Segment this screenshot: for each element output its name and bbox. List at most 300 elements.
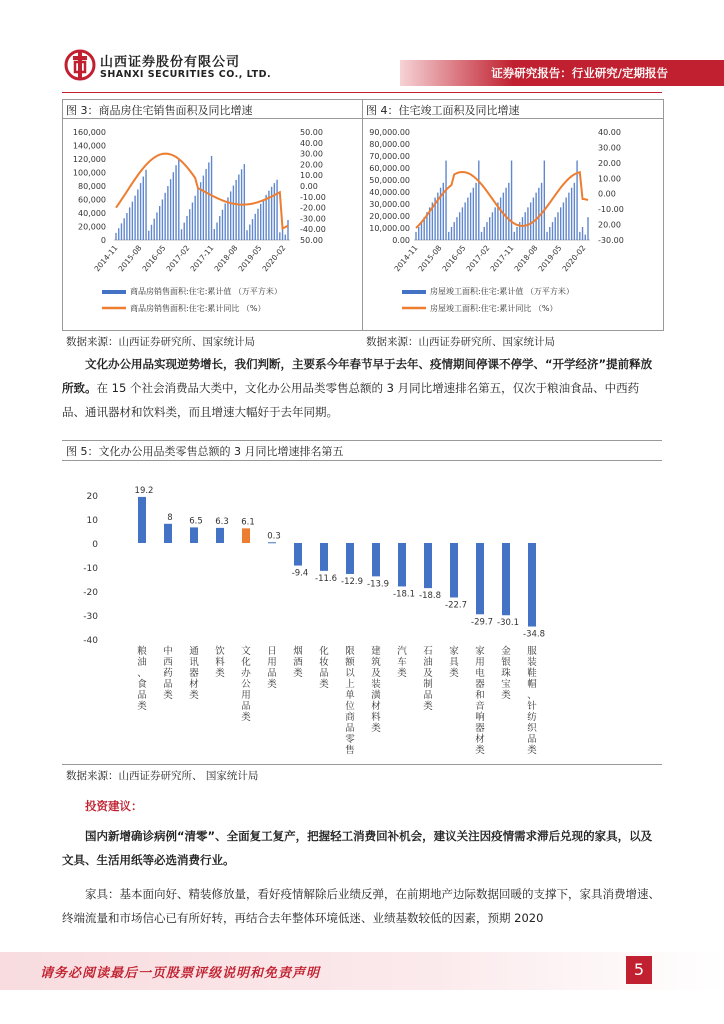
bar: [481, 232, 482, 240]
category-label-char: 器: [475, 679, 485, 690]
paragraph-1-lead: 文化办公用品实现逆势增长，我们判断，主要系今年春节早于去年、疫情期间停课不停学、“开学经济”提前释放所致。: [62, 357, 653, 395]
category-label-char: 零: [345, 734, 355, 745]
category-label-char: 类: [267, 679, 277, 690]
bar: [285, 235, 286, 240]
category-label-char: 品: [527, 734, 537, 745]
bar: [211, 156, 212, 240]
category-label-char: 家: [449, 646, 459, 657]
bar: [516, 227, 517, 240]
legend-bar-label: 商品房销售面积:住宅:累计值 （万平方米）: [130, 287, 282, 296]
figure-title-bar: [62, 118, 663, 119]
y-right-tick: -30.00: [300, 214, 326, 224]
bar: [505, 188, 506, 240]
category-label-char: 音: [475, 701, 485, 712]
bar: [249, 225, 250, 240]
bar: [450, 543, 458, 597]
fig5-title-underline: [62, 460, 662, 461]
bar: [173, 172, 174, 240]
bar: [552, 222, 553, 240]
y-left-tick: 40,000.00: [369, 188, 410, 197]
category-label-char: 品: [345, 723, 355, 734]
bar: [214, 229, 215, 240]
page-number: 5: [626, 956, 652, 984]
category-label-char: 中: [163, 646, 173, 657]
category-label-char: 售: [345, 745, 355, 756]
data-label: -18.8: [419, 591, 441, 602]
company-name-cn: 山西证券股份有限公司: [100, 55, 241, 70]
y-left-tick: 60,000.00: [369, 164, 410, 173]
category-label-char: 品: [137, 690, 147, 701]
y-right-tick: -10.00: [598, 205, 624, 215]
category-label-char: 响: [475, 712, 485, 723]
y-left-tick: 120,000: [72, 155, 106, 164]
bar: [486, 222, 487, 240]
bar: [582, 227, 583, 240]
bar: [320, 543, 328, 571]
category-label-char: 宝: [501, 679, 511, 690]
bar: [233, 186, 234, 240]
y-right-tick: -20.00: [300, 203, 326, 213]
category-label-char: 材: [189, 679, 199, 690]
y-right-tick: -40.00: [300, 225, 326, 235]
data-label: -11.6: [315, 573, 337, 584]
category-label-char: 用: [267, 657, 277, 668]
bar: [235, 180, 236, 240]
bar: [511, 161, 512, 240]
x-tick: 2017-11: [188, 243, 216, 274]
category-label-char: 位: [345, 701, 355, 712]
data-label: 6.1: [241, 517, 255, 528]
fig3-chart: [62, 120, 362, 328]
category-label-char: 油: [137, 657, 147, 668]
fig3-title: 图 3：商品房住宅销售面积及同比增速: [66, 104, 253, 117]
y-left-tick: 80,000.00: [369, 140, 410, 149]
data-label: -13.9: [367, 579, 389, 590]
category-label-char: 类: [371, 723, 381, 734]
data-label: -30.1: [497, 618, 519, 629]
category-label-char: 食: [137, 679, 147, 690]
bar: [555, 217, 556, 240]
bar: [138, 497, 146, 543]
bar: [565, 198, 566, 240]
category-label-char: 材: [475, 734, 485, 745]
y-left-tick: 10,000.00: [369, 224, 410, 233]
fig5-title-line: [62, 440, 662, 441]
category-label-char: 服: [527, 646, 537, 657]
category-label-char: 油: [423, 657, 433, 668]
data-label: 8: [167, 512, 173, 523]
bar: [494, 207, 495, 240]
bar: [126, 213, 127, 240]
category-label-char: 电: [475, 668, 485, 679]
category-label-char: 类: [397, 668, 407, 679]
category-label-char: 汽: [397, 646, 407, 657]
company-logo-icon: [64, 47, 96, 83]
bar: [398, 543, 406, 586]
bar: [462, 207, 463, 240]
category-label-char: 额: [345, 657, 355, 668]
x-tick: 2018-08: [212, 243, 240, 274]
category-label-char: 妆: [319, 657, 329, 668]
x-tick: 2015-08: [116, 243, 144, 274]
category-label-char: 帽: [527, 679, 537, 690]
data-label: 6.3: [215, 516, 229, 527]
header-divider: [62, 92, 662, 93]
y-right-tick: 0.00: [300, 182, 318, 191]
bar: [346, 543, 354, 574]
y-tick: 10: [86, 516, 98, 526]
bar: [132, 202, 133, 240]
y-left-tick: 140,000: [72, 141, 106, 151]
bar: [186, 216, 187, 240]
bar: [274, 183, 275, 240]
bar: [238, 174, 239, 240]
bar: [260, 204, 261, 240]
bar: [475, 183, 476, 240]
category-label-char: 筑: [371, 657, 381, 668]
bar: [145, 170, 146, 240]
category-label-char: 类: [423, 701, 433, 712]
x-tick: 2020-02: [560, 243, 588, 274]
bar: [514, 232, 515, 240]
legend-bar-swatch: [402, 290, 426, 294]
bar: [294, 543, 302, 566]
category-label-char: 器: [189, 668, 199, 679]
bar: [585, 235, 586, 240]
bar: [246, 230, 247, 240]
category-label-char: 建: [371, 646, 381, 657]
bar: [257, 209, 258, 240]
category-label-char: 上: [345, 679, 355, 690]
category-label-char: 装: [371, 679, 381, 690]
category-label-char: 类: [189, 690, 199, 701]
category-label-char: 药: [163, 668, 173, 679]
y-left-tick: 20,000.00: [369, 212, 410, 221]
y-right-tick: 0.00: [598, 189, 616, 199]
legend-line-label: 房屋竣工面积:住宅:累计同比 （%）: [430, 304, 558, 313]
bar: [205, 169, 206, 240]
category-label-char: 用: [475, 657, 485, 668]
paragraph-1: [62, 352, 662, 424]
bar: [192, 202, 193, 240]
bar: [222, 210, 223, 240]
bar: [197, 189, 198, 240]
data-label: -22.7: [445, 600, 467, 611]
bar: [448, 232, 449, 240]
bar: [467, 198, 468, 240]
invest-body: 家具：基本面向好、精装修放量，看好疫情解除后业绩反弹，在前期地产边际数据回暖的支撑下，家具消费增速、终端流量和市场信心已有所好转，再结合去年整体环境低迷、业绩基数较低的因素，预期 2020: [62, 887, 660, 925]
y-left-tick: 50,000.00: [369, 176, 410, 185]
bar: [456, 217, 457, 240]
category-label-char: 车: [397, 657, 407, 668]
bar: [421, 222, 422, 240]
data-label: -9.4: [291, 568, 309, 579]
y-left-tick: 30,000.00: [369, 200, 410, 209]
category-label-char: 粮: [137, 646, 147, 657]
data-label: -12.9: [341, 576, 363, 587]
category-label-char: 类: [527, 745, 537, 756]
y-left-tick: 70,000.00: [369, 152, 410, 161]
category-label-char: 料: [215, 657, 225, 668]
y-left-tick: 100,000: [72, 168, 106, 178]
x-tick: 2016-05: [440, 243, 468, 274]
bar: [190, 527, 198, 543]
fig4-title: 图 4：住宅竣工面积及同比增速: [366, 104, 520, 117]
bar: [445, 161, 446, 240]
x-tick: 2014-11: [392, 243, 420, 274]
bar: [287, 220, 288, 240]
x-tick: 2016-05: [140, 243, 168, 274]
category-label-char: 银: [501, 657, 511, 668]
category-label-char: 、: [137, 668, 147, 679]
category-label-char: 办: [241, 668, 251, 679]
bar: [579, 232, 580, 240]
category-label-char: 类: [137, 701, 147, 712]
yoy-line: [116, 154, 288, 229]
x-tick: 2019-05: [536, 243, 564, 274]
category-label-char: 珠: [501, 668, 511, 679]
bar: [156, 212, 157, 240]
bar: [415, 232, 416, 240]
bar: [115, 233, 116, 240]
bar: [530, 202, 531, 240]
bar: [123, 218, 124, 240]
data-label: 0.3: [267, 531, 281, 542]
bar: [544, 161, 545, 240]
y-left-tick: 0: [100, 236, 106, 245]
category-label-char: 类: [449, 668, 459, 679]
y-tick: -20: [83, 588, 98, 598]
bar: [571, 188, 572, 240]
paragraph-1-rest: 在 15 个社会消费品大类中，文化办公用品类零售总额的 3 月同比增速排名第五，仅次于粮油食品、中西药品、通讯器材和饮料类，而且增速大幅好于去年同期。: [62, 381, 640, 419]
data-label: 19.2: [134, 485, 154, 496]
bar: [134, 196, 135, 240]
category-label-char: 类: [475, 745, 485, 756]
bar: [219, 216, 220, 240]
company-name-en: SHANXI SECURITIES CO., LTD.: [100, 69, 272, 80]
footer-disclaimer: 请务必阅读最后一页股票评级说明和免责声明: [40, 966, 321, 981]
bar: [194, 196, 195, 240]
bar: [522, 217, 523, 240]
x-tick: 2017-02: [464, 243, 492, 274]
bar: [170, 179, 171, 240]
bar: [528, 543, 536, 627]
bar: [159, 206, 160, 240]
bar: [181, 229, 182, 240]
invest-bold: 国内新增确诊病例“清零”、全面复工复产，把握轻工消费回补机会，建议关注因疫情需求滞后兑现的家具，以及文具、生活用纸等必选消费行业。: [62, 829, 653, 867]
bar: [557, 212, 558, 240]
y-left-tick: 40,000: [78, 209, 106, 218]
bar: [508, 183, 509, 240]
category-label-char: 商: [345, 712, 355, 723]
bar: [546, 232, 547, 240]
x-tick: 2017-02: [164, 243, 192, 274]
bar: [178, 158, 179, 240]
bar: [587, 217, 588, 240]
bar: [263, 199, 264, 240]
category-label-char: 、: [527, 690, 537, 701]
fig5-source: 数据来源：山西证券研究所、 国家统计局: [66, 770, 259, 782]
category-label-char: 日: [267, 646, 277, 657]
bar: [154, 219, 155, 240]
bar: [167, 186, 168, 240]
x-tick: 2015-08: [416, 243, 444, 274]
bar: [230, 191, 231, 240]
category-label-char: 用: [241, 690, 251, 701]
category-label-char: 装: [527, 657, 537, 668]
bar: [148, 231, 149, 240]
y-right-tick: 20.00: [598, 158, 621, 168]
category-label-char: 讯: [189, 657, 199, 668]
bar: [464, 202, 465, 240]
data-label: -18.1: [393, 589, 415, 600]
bar: [492, 212, 493, 240]
data-label: -29.7: [471, 617, 493, 628]
bar: [549, 227, 550, 240]
y-right-tick: 10.00: [300, 171, 323, 181]
y-right-tick: 20.00: [598, 220, 621, 230]
bar: [208, 162, 209, 240]
category-label-char: 饮: [215, 646, 225, 657]
category-label-char: 石: [423, 646, 433, 657]
y-left-tick: 90,000.00: [369, 128, 410, 137]
bar: [244, 164, 245, 240]
y-tick: 20: [86, 492, 98, 502]
category-label-char: 品: [319, 668, 329, 679]
bar: [175, 165, 176, 240]
bar: [216, 528, 224, 543]
category-label-char: 类: [241, 712, 251, 723]
category-label-char: 鞋: [527, 668, 537, 679]
y-right-tick: 10.00: [598, 174, 621, 184]
bar: [118, 228, 119, 240]
bar: [538, 188, 539, 240]
bar: [184, 223, 185, 240]
y-left-tick: 60,000: [78, 195, 106, 205]
bar: [451, 227, 452, 240]
bar: [459, 212, 460, 240]
y-right-tick: -10.00: [300, 192, 326, 202]
y-right-tick: 50.00: [300, 128, 323, 137]
bar: [418, 227, 419, 240]
bar: [276, 180, 277, 240]
category-label-char: 类: [319, 679, 329, 690]
category-label-char: 具: [449, 657, 459, 668]
bar: [489, 217, 490, 240]
y-left-tick: 20,000: [78, 222, 106, 232]
y-right-tick: 40.00: [300, 138, 323, 148]
bar: [137, 189, 138, 240]
fig4-chart: [362, 120, 662, 328]
fig4-source: 数据来源：山西证券研究所、国家统计局: [366, 336, 555, 348]
bar: [252, 219, 253, 240]
invest-heading: 投资建议：: [85, 799, 143, 813]
category-label-char: 化: [241, 657, 251, 668]
bar: [454, 222, 455, 240]
bar: [503, 193, 504, 240]
bar: [242, 528, 250, 543]
category-label-char: 类: [163, 690, 173, 701]
category-label-char: 西: [163, 657, 173, 668]
bar: [478, 161, 479, 240]
category-label-char: 织: [527, 723, 537, 734]
report-type: 证券研究报告：行业研究/定期报告: [491, 66, 668, 80]
data-label: 6.5: [189, 516, 203, 527]
legend-bar-label: 房屋竣工面积:住宅:累计值 （万平方米）: [430, 287, 574, 296]
bar: [574, 183, 575, 240]
category-label-char: 品: [423, 690, 433, 701]
bar: [129, 207, 130, 240]
bar: [143, 177, 144, 240]
category-label-char: 制: [423, 679, 433, 690]
fig5-bottom-line: [62, 764, 662, 765]
bar: [268, 542, 276, 543]
y-right-tick: -30.00: [598, 236, 624, 245]
category-label-char: 以: [345, 668, 355, 679]
bar: [164, 193, 165, 240]
bar: [279, 232, 280, 240]
bar: [255, 214, 256, 240]
category-label-char: 类: [501, 690, 511, 701]
x-tick: 2017-11: [488, 243, 516, 274]
y-tick: -40: [83, 636, 98, 646]
data-label: -34.8: [523, 629, 545, 640]
category-label-char: 品: [163, 679, 173, 690]
y-right-tick: 20.00: [300, 160, 323, 170]
bar: [500, 198, 501, 240]
category-label-char: 单: [345, 690, 355, 701]
category-label-char: 类: [215, 668, 225, 679]
category-label-char: 文: [241, 646, 251, 657]
fig5-title: 图 5：文化办公用品类零售总额的 3 月同比增速排名第五: [66, 445, 344, 458]
y-right-tick: 30.00: [300, 149, 323, 159]
category-label-char: 酒: [293, 657, 303, 668]
bar: [225, 203, 226, 240]
bar: [372, 543, 380, 576]
x-tick: 2018-08: [512, 243, 540, 274]
category-label-char: 通: [189, 646, 199, 657]
legend-line-label: 商品房销售面积:住宅:累计同比 （%）: [130, 304, 266, 313]
fig3-source: 数据来源：山西证券研究所、国家统计局: [66, 336, 255, 348]
bar: [121, 223, 122, 240]
bar: [535, 193, 536, 240]
y-tick: -10: [83, 564, 98, 574]
category-label-char: 品: [267, 668, 277, 679]
bar: [151, 225, 152, 240]
y-right-tick: 30.00: [598, 143, 621, 153]
y-left-tick: 0.00: [392, 236, 410, 245]
category-label-char: 和: [475, 690, 485, 701]
category-label-char: 金: [501, 646, 511, 657]
x-tick: 2014-11: [92, 243, 120, 274]
bar: [227, 197, 228, 240]
category-label-char: 公: [241, 679, 251, 690]
bar: [502, 543, 510, 615]
bar: [484, 227, 485, 240]
category-label-char: 潢: [371, 690, 381, 701]
x-tick: 2019-05: [236, 243, 264, 274]
legend-bar-swatch: [102, 290, 126, 294]
bar: [265, 195, 266, 240]
bar: [563, 202, 564, 240]
category-label-char: 家: [475, 646, 485, 657]
category-label-char: 限: [345, 646, 355, 657]
bar: [424, 543, 432, 588]
y-tick: 0: [92, 540, 98, 550]
category-label-char: 类: [293, 668, 303, 679]
y-right-tick: 50.00: [300, 236, 323, 245]
bar: [560, 207, 561, 240]
